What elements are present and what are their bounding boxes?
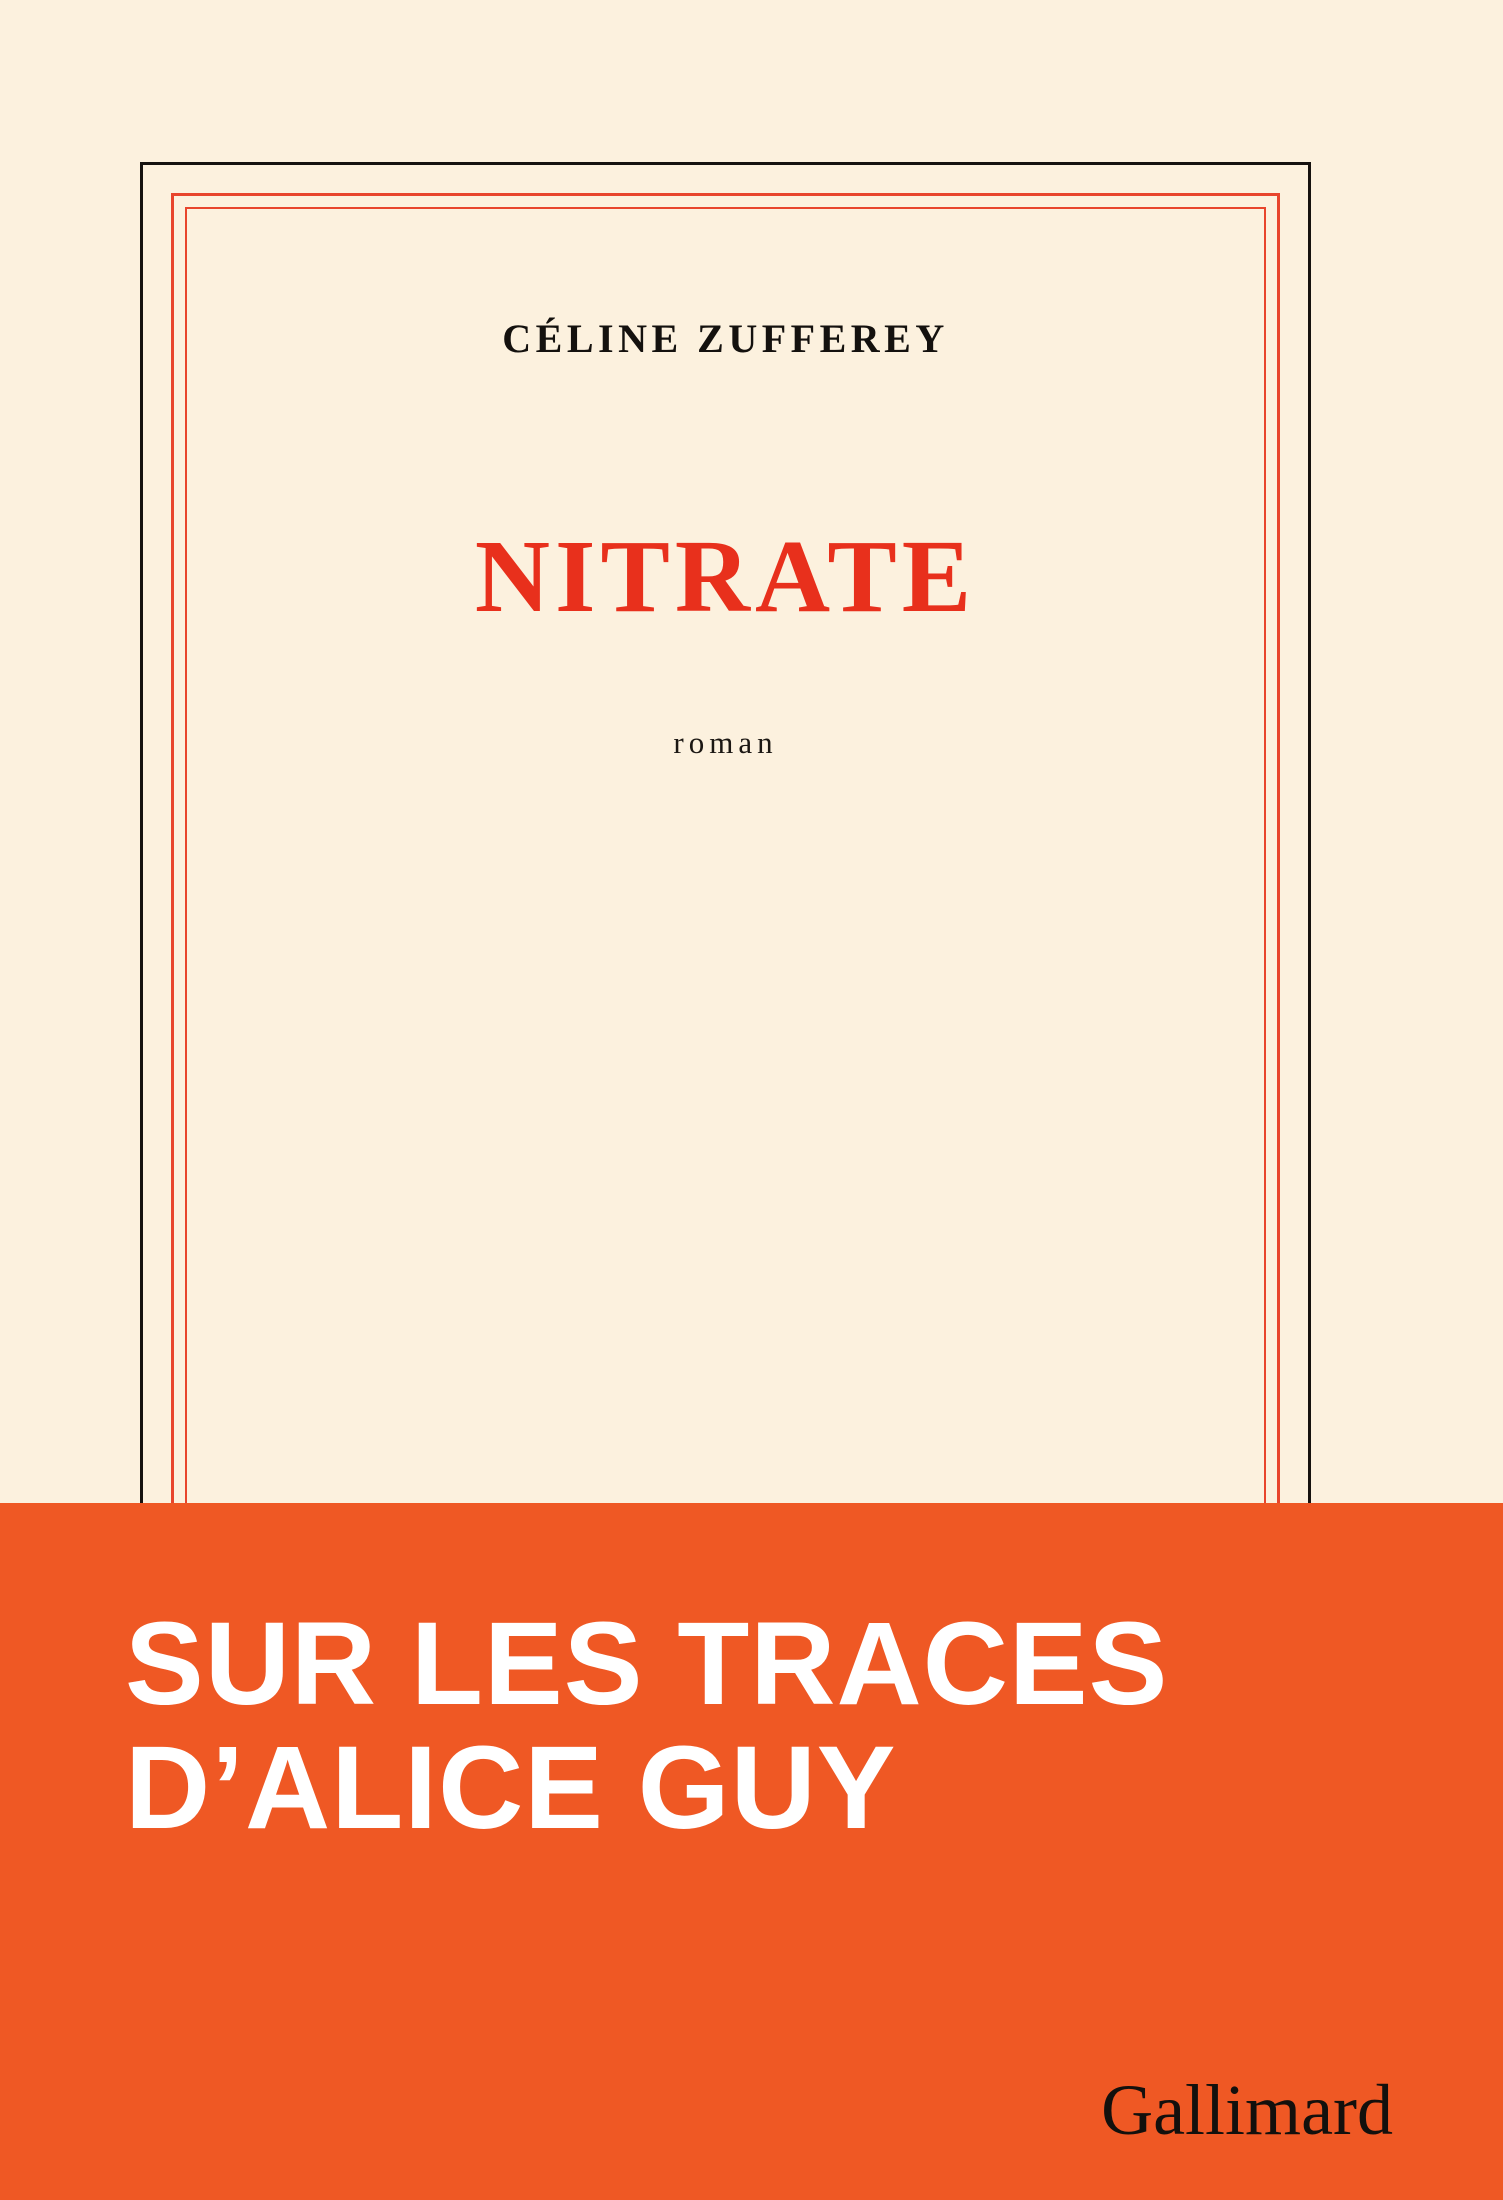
band-tagline — [125, 1598, 1425, 1854]
band-tagline-line-2: D’ALICE GUY — [125, 1721, 897, 1854]
genre-label: roman — [673, 725, 778, 760]
band-tagline-line-1: SUR LES TRACES — [125, 1598, 1169, 1730]
book-title: NITRATE — [474, 519, 977, 634]
publisher-logo: Gallimard — [1101, 2070, 1393, 2150]
cover-text-block — [143, 165, 1308, 1503]
cover-frame-black — [140, 162, 1311, 1503]
orange-band — [0, 1503, 1503, 2200]
author-name: CÉLINE ZUFFEREY — [502, 316, 949, 361]
